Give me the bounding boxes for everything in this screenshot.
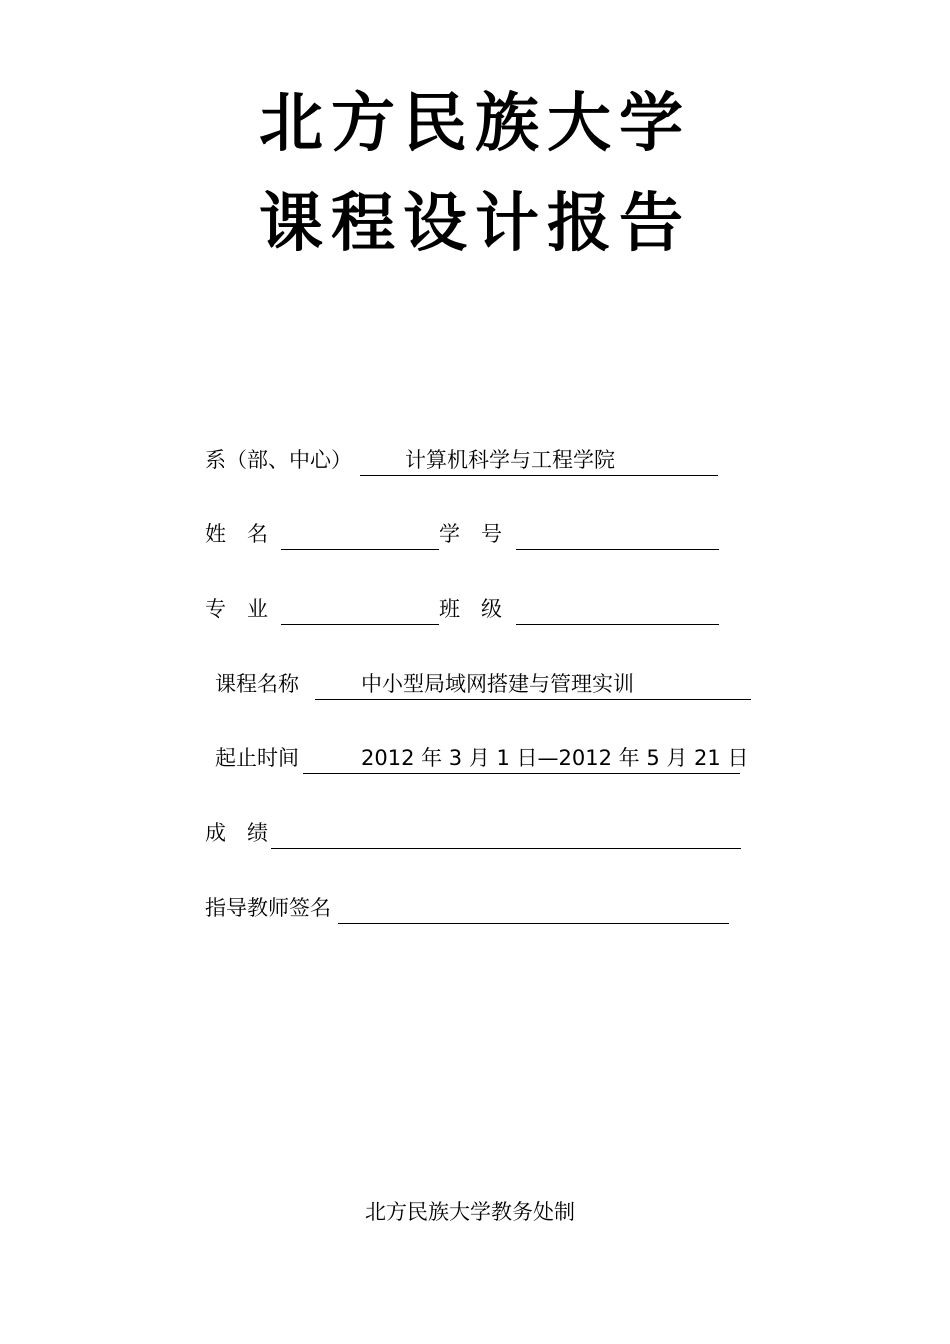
grade-row <box>205 823 745 851</box>
department-value: 计算机科学与工程学院 <box>405 448 615 472</box>
name-id-row <box>205 524 725 552</box>
major-class-row <box>205 599 725 627</box>
class-underline <box>516 624 719 625</box>
major-underline <box>281 624 439 625</box>
report-title: 课程设计报告 <box>259 186 691 261</box>
course-name-row <box>215 674 755 702</box>
department-label: 系（部、中心） <box>205 448 352 472</box>
grade-underline <box>271 848 741 849</box>
university-title: 北方民族大学 <box>259 86 691 161</box>
grade-label: 成 绩 <box>205 821 268 845</box>
course-name-value: 中小型局域网搭建与管理实训 <box>361 672 634 696</box>
period-underline <box>303 773 740 774</box>
name-label: 姓 名 <box>205 522 268 546</box>
class-label: 班 级 <box>439 597 502 621</box>
name-underline <box>281 549 439 550</box>
course-name-underline <box>315 699 751 700</box>
period-label: 起止时间 <box>215 746 299 770</box>
period-row <box>215 746 749 776</box>
advisor-signature-row <box>205 898 735 926</box>
course-name-label: 课程名称 <box>215 672 299 696</box>
advisor-signature-label: 指导教师签名 <box>205 896 331 920</box>
major-label: 专 业 <box>205 597 268 621</box>
student-id-underline <box>516 549 719 550</box>
period-value: 2012 年 3 月 1 日—2012 年 5 月 21 日 <box>361 746 749 770</box>
student-id-label: 学 号 <box>439 522 502 546</box>
department-row <box>205 450 725 478</box>
issuer-footer: 北方民族大学教务处制 <box>365 1200 575 1224</box>
advisor-signature-underline <box>338 923 729 924</box>
department-underline <box>360 475 718 476</box>
